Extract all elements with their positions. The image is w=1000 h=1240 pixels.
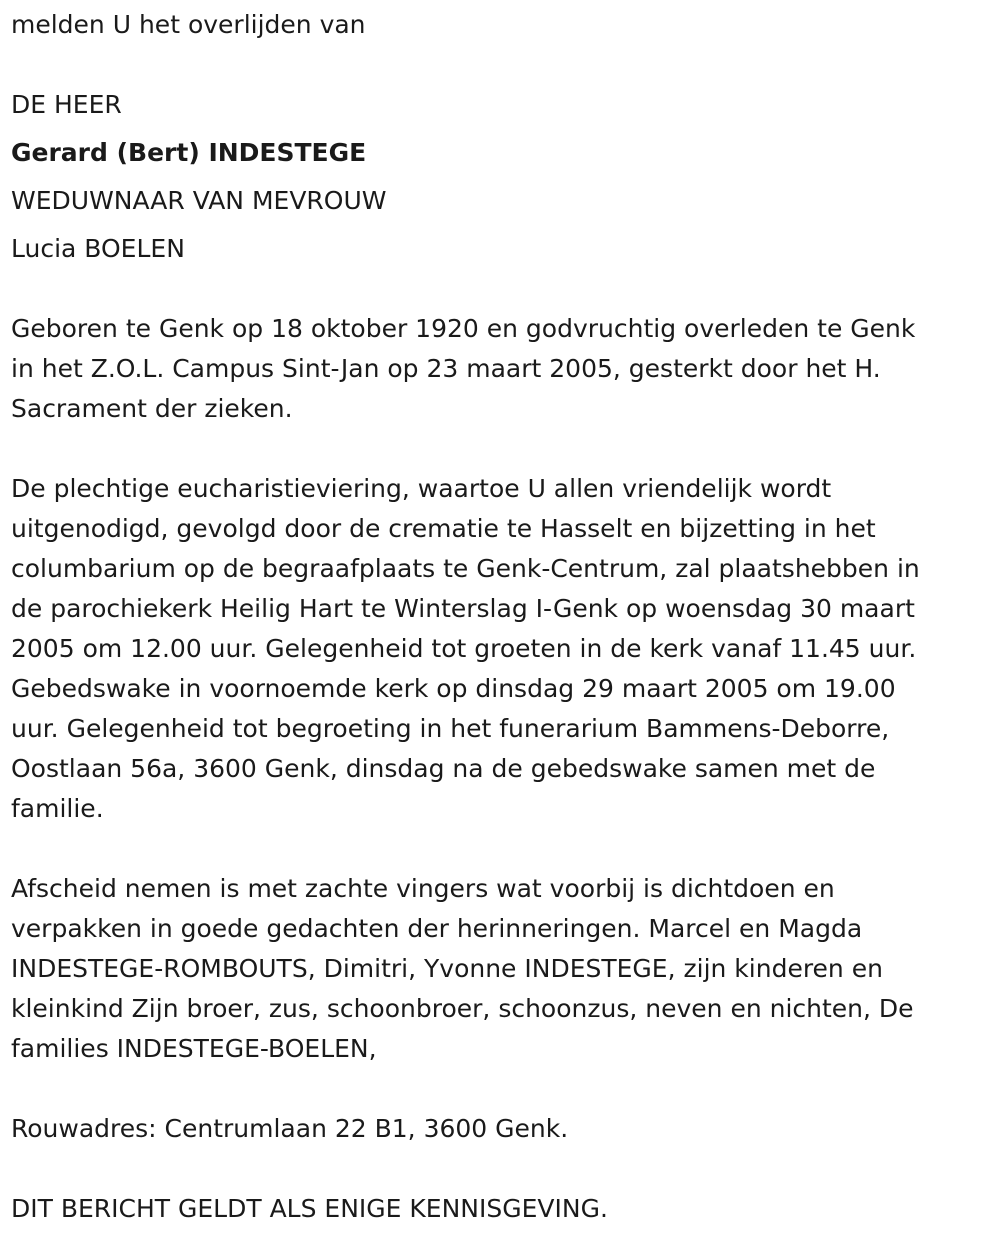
paragraph-line: families INDESTEGE-BOELEN, <box>11 1034 377 1063</box>
mourning-address: Rouwadres: Centrumlaan 22 B1, 3600 Genk. <box>11 1114 569 1143</box>
paragraph-line: familie. <box>11 794 104 823</box>
paragraph-line: Gebedswake in voornoemde kerk op dinsdag 29 maart 2005 om 19.00 <box>11 674 896 703</box>
ceremony-paragraph <box>11 469 991 829</box>
honorific: DE HEER <box>11 90 122 119</box>
farewell-paragraph <box>11 869 991 1069</box>
paragraph-line: Sacrament der zieken. <box>11 394 293 423</box>
intro-text: melden U het overlijden van <box>11 10 366 39</box>
paragraph-line: in het Z.O.L. Campus Sint-Jan op 23 maart 2005, gesterkt door het H. <box>11 354 881 383</box>
paragraph-line: columbarium op de begraafplaats te Genk-Centrum, zal plaatshebben in <box>11 554 920 583</box>
spouse-name: Lucia BOELEN <box>11 234 185 263</box>
paragraph-line: INDESTEGE-ROMBOUTS, Dimitri, Yvonne INDESTEGE, zijn kinderen en <box>11 954 883 983</box>
paragraph-line: de parochiekerk Heilig Hart te Winterslag I-Genk op woensdag 30 maart <box>11 594 915 623</box>
deceased-name: Gerard (Bert) INDESTEGE <box>11 138 367 167</box>
obituary-document <box>11 5 991 1229</box>
paragraph-line: Afscheid nemen is met zachte vingers wat voorbij is dichtdoen en <box>11 874 835 903</box>
paragraph-line: Geboren te Genk op 18 oktober 1920 en godvruchtig overleden te Genk <box>11 314 916 343</box>
paragraph-line: verpakken in goede gedachten der herinneringen. Marcel en Magda <box>11 914 863 943</box>
paragraph-line: 2005 om 12.00 uur. Gelegenheid tot groeten in de kerk vanaf 11.45 uur. <box>11 634 917 663</box>
paragraph-line: kleinkind Zijn broer, zus, schoonbroer, schoonzus, neven en nichten, De <box>11 994 914 1023</box>
widower-label: WEDUWNAAR VAN MEVROUW <box>11 186 387 215</box>
paragraph-line: Oostlaan 56a, 3600 Genk, dinsdag na de gebedswake samen met de <box>11 754 876 783</box>
paragraph-line: De plechtige eucharistieviering, waartoe U allen vriendelijk wordt <box>11 474 832 503</box>
paragraph-line: uur. Gelegenheid tot begroeting in het funerarium Bammens-Deborre, <box>11 714 890 743</box>
paragraph-line: uitgenodigd, gevolgd door de crematie te Hasselt en bijzetting in het <box>11 514 876 543</box>
notice-text: DIT BERICHT GELDT ALS ENIGE KENNISGEVING. <box>11 1194 608 1223</box>
birth-paragraph <box>11 309 991 429</box>
